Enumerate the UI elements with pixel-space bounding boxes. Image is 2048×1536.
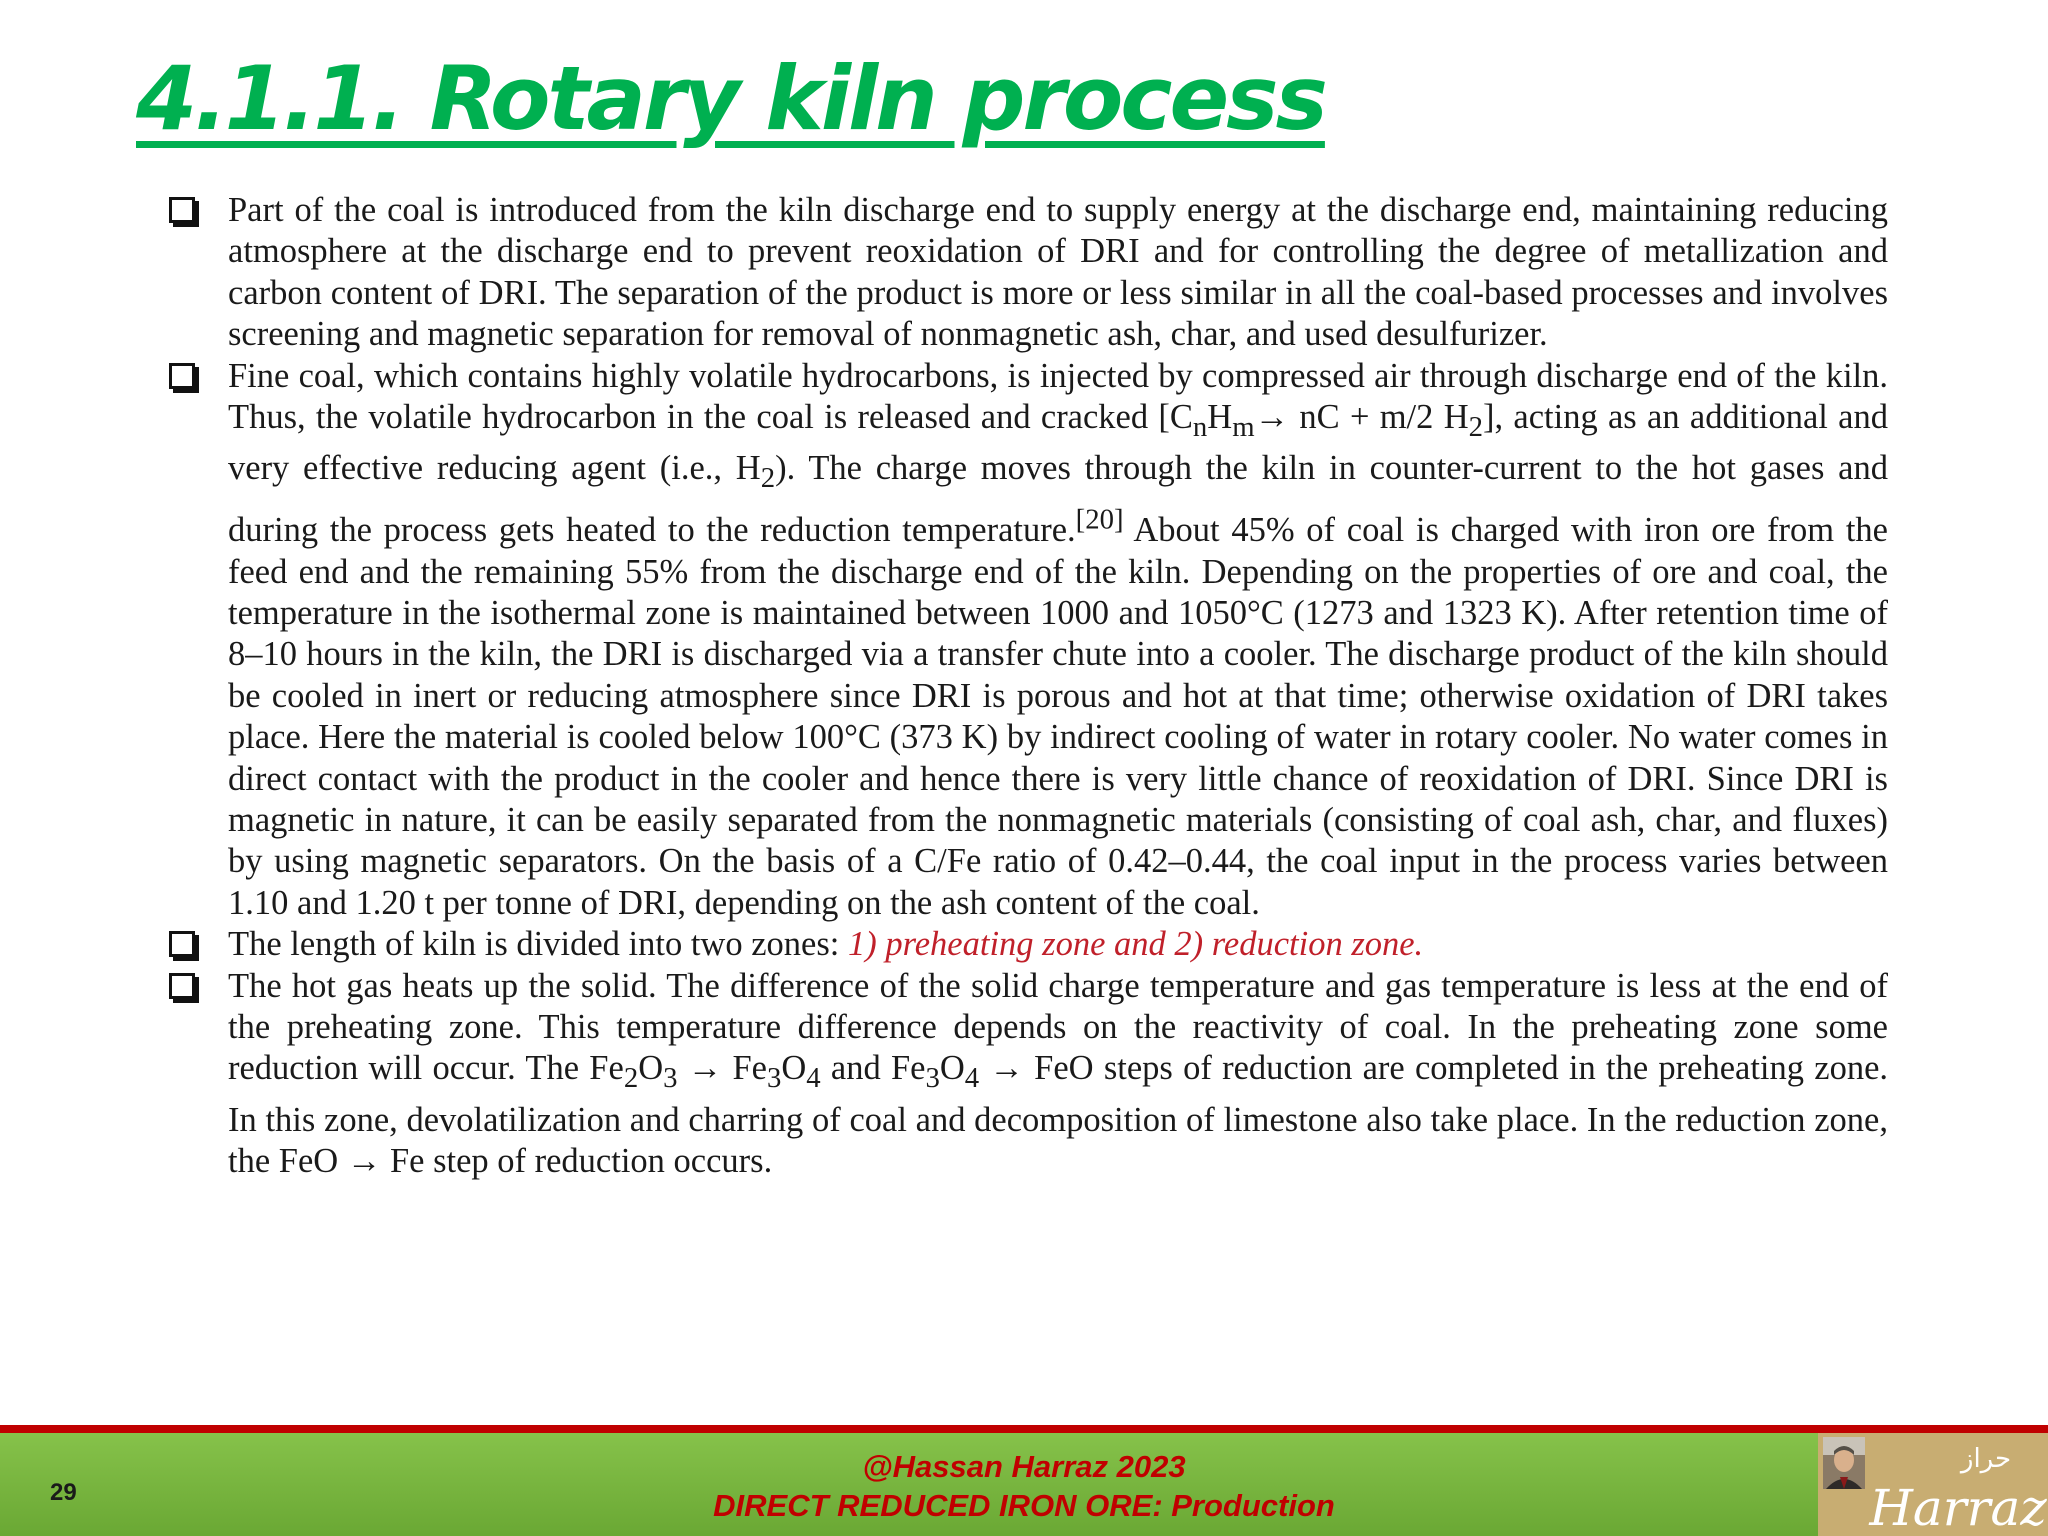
footer-author: @Hassan Harraz 2023 bbox=[862, 1449, 1186, 1484]
footer-divider bbox=[0, 1425, 2048, 1433]
portrait-photo-icon bbox=[1823, 1437, 1865, 1489]
footer-course-title: DIRECT REDUCED IRON ORE: Production bbox=[713, 1488, 1335, 1523]
bullet-item-fine-coal bbox=[166, 356, 1888, 925]
zones-emphasis: 1) preheating zone and 2) reduction zone. bbox=[847, 925, 1424, 964]
reference-citation: [20] bbox=[1075, 503, 1124, 536]
hollow-square-bullet-icon bbox=[169, 197, 195, 223]
slide-title: 4.1.1. Rotary kiln process bbox=[136, 47, 1325, 150]
svg-text:حراز: حراز bbox=[1960, 1444, 2012, 1474]
harraz-logo bbox=[1818, 1433, 2048, 1536]
hollow-square-bullet-icon bbox=[169, 931, 195, 957]
bullet-item-kiln-zones bbox=[166, 924, 1888, 965]
page-number: 29 bbox=[50, 1479, 77, 1506]
bullet-text: The length of kiln is divided into two zones: 1) preheating zone and 2) reduction zone. bbox=[228, 925, 1424, 964]
bullet-text: Part of the coal is introduced from the kiln discharge end to supply energy at the discharge end, maintaining reducing atmosphere at the discharge end to prevent reoxidation of DRI and for controlling the degree of metallization and carbon content of DRI. The separation of the product is more or less similar in all the coal-based processes and involves screening and magnetic separation for removal of nonmagnetic ash, char, and used desulfurizer. bbox=[228, 191, 1888, 354]
hollow-square-bullet-icon bbox=[169, 973, 195, 999]
svg-text:Harraz: Harraz bbox=[1869, 1479, 2047, 1536]
bullet-item-discharge-end bbox=[166, 190, 1888, 356]
bullet-text: Fine coal, which contains highly volatile hydrocarbons, is injected by compressed air through discharge end of the kiln. Thus, the volatile hydrocarbon in the coal is released and cracked [$C_nH_m\to$ nC + m/2 $H_2$], acting as an additional and very effective reducing agent (i.e., $H_2$). The charge moves through the kiln in counter-current to the hot gases and during the process gets heated to the reduction temperature.[20] About 45% of coal is charged with iron ore from the feed end and the remaining 55% from the discharge end of the kiln. Depending on the properties of ore and coal, the temperature in the isothermal zone is maintained between 1000 and 1050°C (1273 and 1323 K). After retention time of 8–10 hours in the kiln, the DRI is discharged via a transfer chute into a cooler. The discharge product of the kiln should be cooled in inert or reducing atmosphere since DRI is porous and hot at that time; otherwise oxidation of DRI takes place. Here the material is cooled below 100°C (373 K) by indirect cooling of water in rotary cooler. No water comes in direct contact with the product in the cooler and hence there is very little chance of reoxidation of DRI. Since DRI is magnetic in nature, it can be easily separated from the nonmagnetic materials (consisting of coal ash, char, and fluxes) by using magnetic separators. On the basis of a C/Fe ratio of 0.42–0.44, the coal input in the process varies between 1.10 and 1.20 t per tonne of DRI, depending on the ash content of the coal. bbox=[228, 356, 1888, 922]
bullet-text: The hot gas heats up the solid. The difference of the solid charge temperature and gas temperature is less at the end of the preheating zone. This temperature difference depends on the reactivity of coal. In the preheating zone some reduction will occur. The $Fe_2O_3 \to Fe_3O_4$ and $Fe_3O_4$ → FeO steps of reduction are completed in the preheating zone. In this zone, devolatilization and charring of coal and decomposition of limestone also take place. In the reduction zone, the FeO → Fe step of reduction occurs. bbox=[228, 966, 1889, 1181]
bullet-item-hot-gas bbox=[166, 966, 1888, 1183]
hollow-square-bullet-icon bbox=[169, 363, 195, 389]
bullet-list bbox=[166, 190, 1888, 1183]
